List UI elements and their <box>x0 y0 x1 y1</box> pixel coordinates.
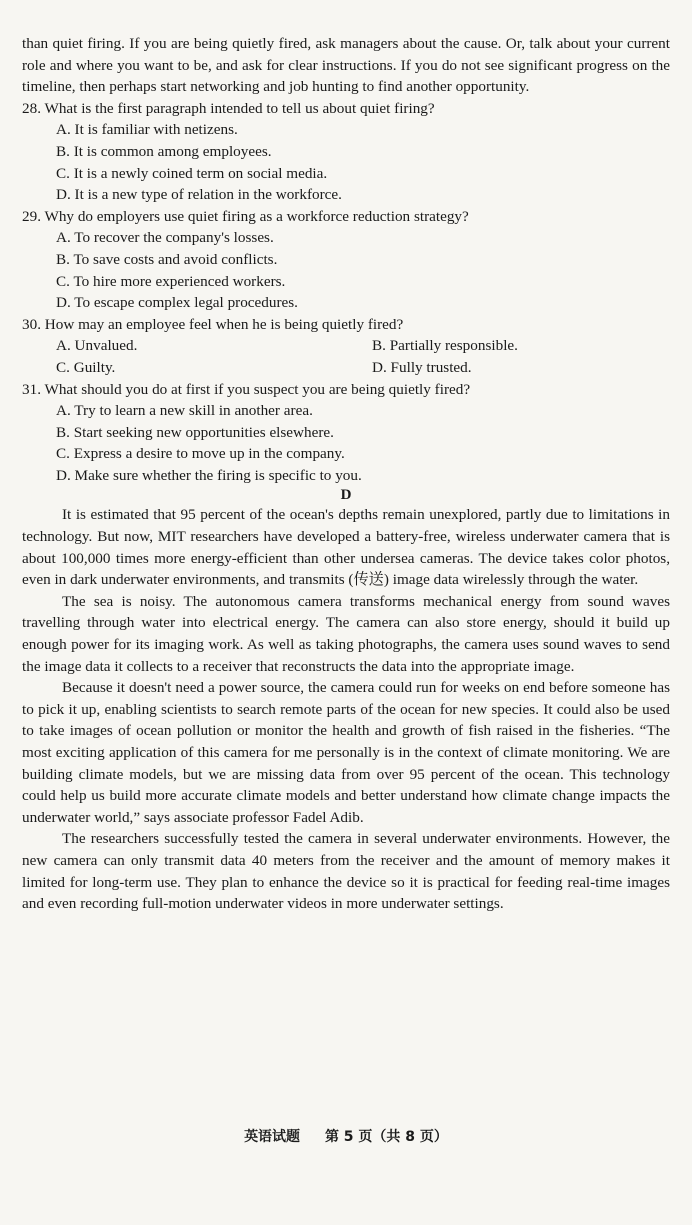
passage-c-ending: than quiet firing. If you are being quietly fired, ask managers about the cause. Or, talk about your current role and where you want to be, and ask for clear instructions. If you do not see significant progress on the timeline, then perhaps start networking and job hunting to find another opportunity. <box>22 35 670 96</box>
question-stem: 30. How may an employee feel when he is being quietly fired? <box>22 315 404 333</box>
option-b: B. It is common among employees. <box>56 142 272 160</box>
passage-d-paragraph-1: It is estimated that 95 percent of the ocean's depths remain unexplored, partly due to limitations in technology. But now, MIT researchers have developed a battery-free, wireless underwater camera that is about 100,000 times more energy-efficient than other undersea cameras. The device takes color photos, even in dark underwater environments, and transmits (传送) image data wirelessly through the water. <box>22 506 670 589</box>
option-d: D. To escape complex legal procedures. <box>56 294 298 312</box>
question-29 <box>22 206 670 314</box>
section-d-title: D <box>340 487 352 504</box>
options-row <box>22 357 670 379</box>
option-b: B. Start seeking new opportunities elsewhere. <box>56 423 334 441</box>
option-c: C. Guilty. <box>56 358 116 376</box>
option-c: C. To hire more experienced workers. <box>56 272 286 290</box>
options-row <box>22 335 670 357</box>
passage-d-paragraph-3: Because it doesn't need a power source, the camera could run for weeks on end before someone has to pick it up, enabling scientists to search remote parts of the ocean for new species. It could also be used to take images of ocean pollution or monitor the health and growth of fish raised in the fisheries. “The most exciting application of this camera for me personally is in the context of climate monitoring. We are building climate models, but we are missing data from over 95 percent of the ocean. This technology could help us build more accurate climate models and better understand how climate change impacts the underwater world,” says associate professor Fadel Adib. <box>22 679 670 826</box>
question-stem: 31. What should you do at first if you suspect you are being quietly fired? <box>22 380 471 398</box>
option-c: C. It is a newly coined term on social media. <box>56 164 328 182</box>
footer-page-number: 第 5 页（共 8 页） <box>324 1129 448 1145</box>
passage-d-paragraph-4: The researchers successfully tested the camera in several underwater environments. However, the new camera can only transmit data 40 meters from the receiver and the amount of memory makes it limited for long-term use. They plan to enhance the device so it is practical for feeding real-time images and even recording full-motion underwater videos in more underwater settings. <box>22 830 670 913</box>
option-b: B. Partially responsible. <box>372 337 518 355</box>
question-stem: 28. What is the first paragraph intended to tell us about quiet firing? <box>22 99 435 117</box>
option-d: D. Make sure whether the firing is specific to you. <box>56 466 362 484</box>
option-c: C. Express a desire to move up in the company. <box>56 445 345 463</box>
option-d: D. Fully trusted. <box>372 358 472 376</box>
question-30 <box>22 314 670 379</box>
question-28 <box>22 98 670 206</box>
option-a: A. It is familiar with netizens. <box>56 121 238 139</box>
passage-d-paragraph-2: The sea is noisy. The autonomous camera transforms mechanical energy from sound waves travelling through water into electrical energy. The camera can also store energy, should it build up enough power for its imaging work. As well as taking photographs, the camera uses sound waves to send the image data it collects to a receiver that reconstructs the data into the appropriate image. <box>22 592 670 675</box>
option-a: A. To recover the company's losses. <box>56 229 274 247</box>
page-footer <box>0 1127 692 1149</box>
option-a: A. Unvalued. <box>56 337 138 355</box>
page-content <box>22 33 670 915</box>
question-stem: 29. Why do employers use quiet firing as a workforce reduction strategy? <box>22 207 469 225</box>
option-b: B. To save costs and avoid conflicts. <box>56 250 278 268</box>
option-a: A. Try to learn a new skill in another area. <box>56 402 313 420</box>
footer-subject: 英语试题 <box>244 1129 301 1145</box>
question-31 <box>22 379 670 487</box>
option-d: D. It is a new type of relation in the workforce. <box>56 186 342 204</box>
